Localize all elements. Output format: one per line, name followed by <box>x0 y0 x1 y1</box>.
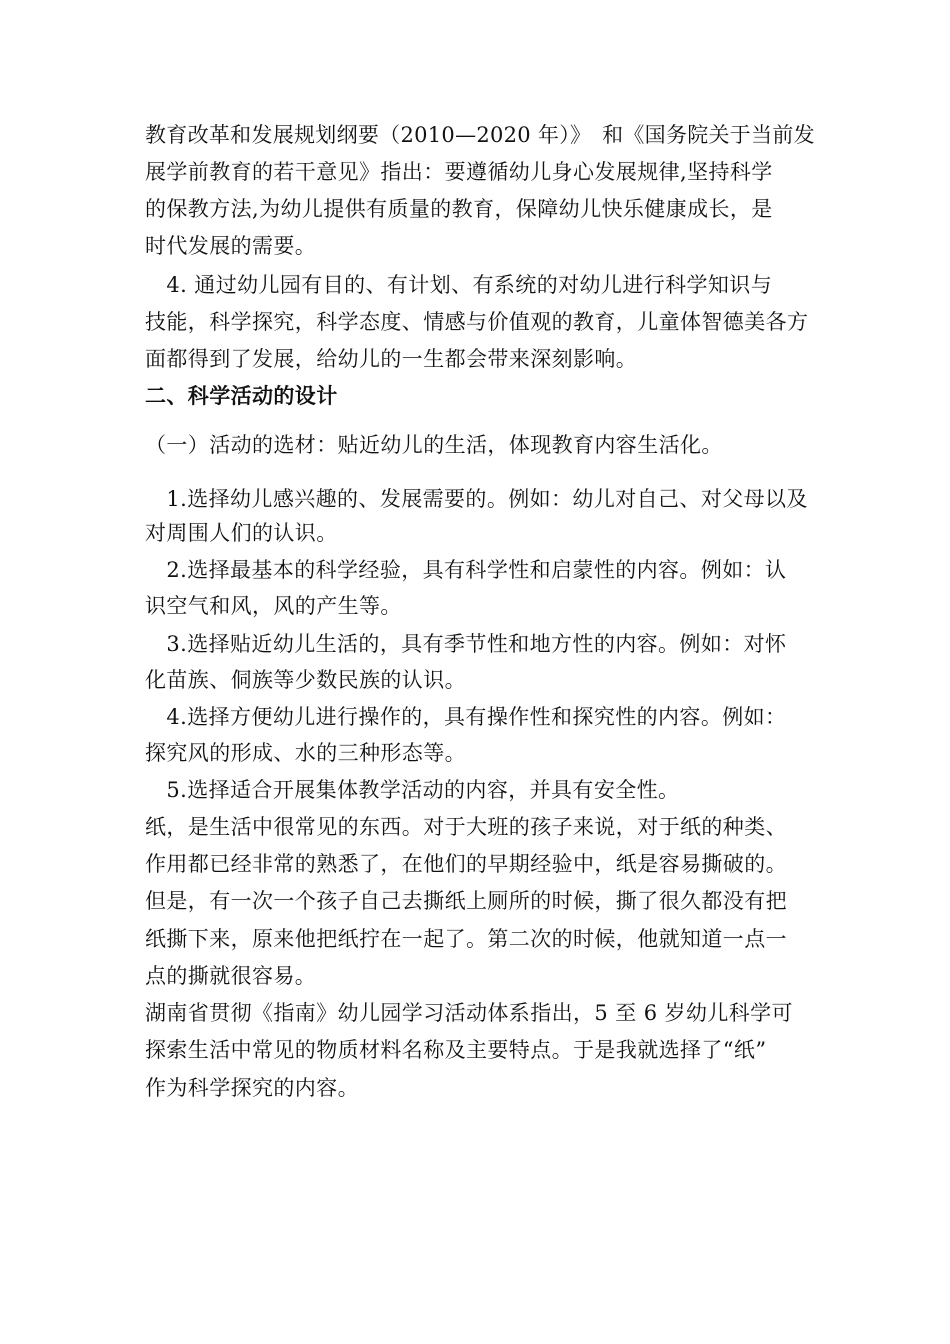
body-line: 时代发展的需要。 <box>145 234 317 258</box>
body-line: 对周围人们的认识。 <box>145 521 338 545</box>
subsection-title: 贴近幼儿的生活，体现教育内容生活化 <box>337 433 702 457</box>
list-item: 4.选择方便幼儿进行操作的，具有操作性和探究性的内容。例如： <box>145 705 787 729</box>
list-item: 1.选择幼儿感兴趣的、发展需要的。例如：幼儿对自己、对父母以及 <box>145 487 808 511</box>
subsection-prefix: （一）活动的选材： <box>145 433 338 457</box>
body-line: 的保教方法,为幼儿提供有质量的教育，保障幼儿快乐健康成长，是 <box>145 197 773 221</box>
body-line: 4. 通过幼儿园有目的、有计划、有系统的对幼儿进行科学知识与 <box>145 273 773 297</box>
list-item: 3.选择贴近幼儿生活的，具有季节性和地方性的内容。例如：对怀 <box>145 632 787 656</box>
body-line: 探究风的形成、水的三种形态等。 <box>145 741 466 765</box>
body-line: 湖南省贯彻《指南》幼儿园学习活动体系指出，5 至 6 岁幼儿科学可 <box>145 1001 793 1025</box>
body-line: 纸撕下来，原来他把纸拧在一起了。第二次的时候，他就知道一点一 <box>145 927 787 951</box>
body-line: 作为科学探究的内容。 <box>145 1076 359 1100</box>
body-line: 但是，有一次一个孩子自己去撕纸上厕所的时候，撕了很久都没有把 <box>145 889 787 913</box>
body-line: 作用都已经非常的熟悉了，在他们的早期经验中，纸是容易撕破的。 <box>145 852 787 876</box>
list-item: 5.选择适合开展集体教学活动的内容，并具有安全性。 <box>145 778 680 802</box>
body-line: 识空气和风，风的产生等。 <box>145 594 402 618</box>
subsection-end: 。 <box>701 433 723 457</box>
body-line: 面都得到了发展，给幼儿的一生都会带来深刻影响。 <box>145 347 638 371</box>
body-line: 化苗族、侗族等少数民族的认识。 <box>145 668 466 692</box>
list-item: 2.选择最基本的科学经验，具有科学性和启蒙性的内容。例如：认 <box>145 558 787 582</box>
body-line: 纸，是生活中很常见的东西。对于大班的孩子来说，对于纸的种类、 <box>145 815 787 839</box>
body-line: 教育改革和发展规划纲要（2010—2020 年）》 和《国务院关于当前发 <box>145 123 815 147</box>
body-line: 展学前教育的若干意见》指出：要遵循幼儿身心发展规律,坚持科学 <box>145 160 773 184</box>
body-line: 点的撕就很容易。 <box>145 964 317 988</box>
body-line: 技能，科学探究，科学态度、情感与价值观的教育，儿童体智德美各方 <box>145 310 809 334</box>
body-line: 探索生活中常见的物质材料名称及主要特点。于是我就选择了“纸” <box>145 1038 767 1062</box>
subsection-heading <box>145 430 723 460</box>
section-heading: 二、科学活动的设计 <box>145 384 338 408</box>
